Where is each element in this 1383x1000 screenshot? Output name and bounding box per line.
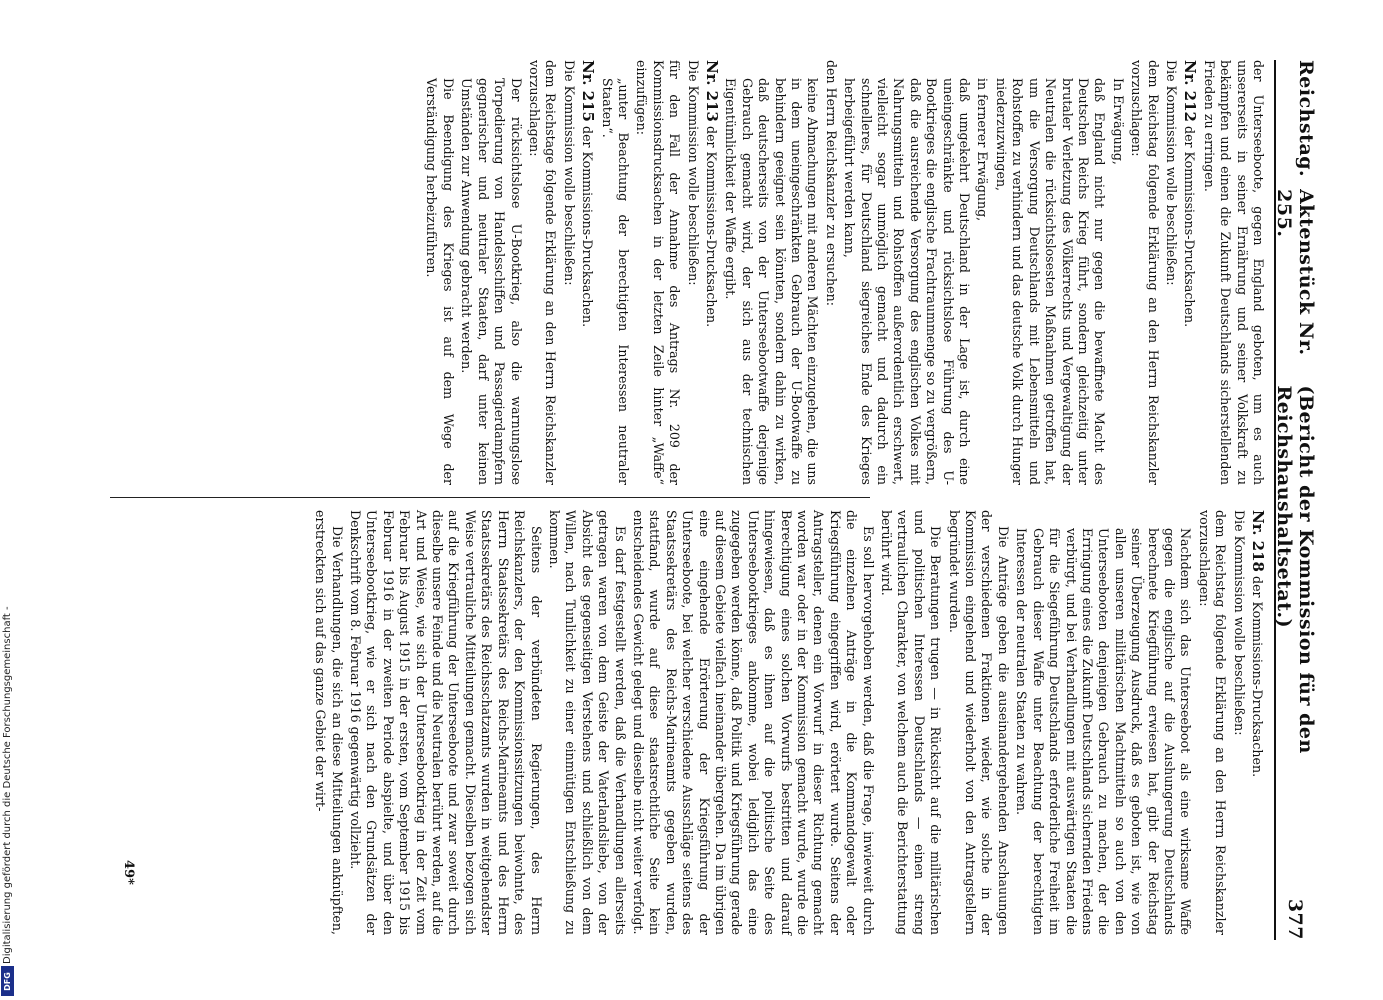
header-rule — [1274, 60, 1276, 940]
paragraph: in fernerer Erwägung, — [975, 78, 991, 222]
paragraph: daß England nicht nur gegen die bewaffnete Macht des Deutschen Reichs Krieg führt, sondern gleichzeitig unter brutaler Verletzung des Völkerrechts und Vergewaltigung der Neutralen die rücksichtslosesten Maßnahmen getroffen hat, um die Versorgung Deutschlands mit Lebensmitteln und Rohstoffen zu verhindern und das deutsche Volk durch Hunger niederzuzwingen, — [993, 78, 1108, 485]
section-number: Nr. 213 — [703, 60, 721, 122]
section-heading-text: der Kommissions-Drucksachen. — [580, 126, 596, 328]
paragraph: In Erwägung, — [1110, 78, 1126, 165]
paragraph: Die Kommission wolle beschließen: — [561, 60, 577, 286]
paragraph: Die Verhandlungen, die sich an diese Mitteilungen anknüpften, erstreckten sich auf das ganze Gebiet der wirt- — [313, 510, 345, 935]
paragraph: daß umgekehrt Deutschland in der Lage ist, durch eine uneingeschränkte und rücksichtslose Führung des U-Bootkrieges die englische Frachtraummenge so zu vergrößern, daß die ausreichende Versorgung des englischen Volkes mit Nahrungsmitteln und Rohstoffen außerordentlich erschwert, vielleicht sogar unmöglich gemacht und dadurch ein schnelleres, für Deutschland siegreiches Ende des Krieges herbeigeführt werden kann, — [842, 78, 973, 485]
header-source: Reichstag. — [1295, 60, 1317, 178]
paragraph: Die Beendigung des Krieges ist auf dem Wege der Verständigung herbeizuführen. — [424, 78, 456, 485]
paragraph: Die Kommission wolle beschließen: — [1163, 60, 1179, 286]
paragraph: den Herrn Reichskanzler zu ersuchen: — [823, 60, 839, 306]
signature-mark: 49* — [121, 860, 136, 885]
paragraph: dem Reichstag folgende Erklärung an den Herrn Reichskanzler vorzuschlagen: — [1129, 60, 1161, 485]
paragraph: Seitens der verbündeten Regierungen, des Herrn Reichskanzlers, der den Kommissionssitzungen beiwohnte, des Herrn Staatssekretärs des Reichs-Marineamts und des Herrn Staatssekretärs des Reichsschatzamts wurden in weitgehendster Weise vertrauliche Mitteilungen gemacht. Dieselben bezogen sich auf die Kriegführung der Unterseeboote und zwar soweit durch dieselbe unsere Feinde und die Neutralen berührt werden, auf die Art und Weise, wie sich der Unterseebootkrieg in der Zeit vom Februar bis August 1915 in der ersten, vom September 1915 bis Februar 1916 in der zweiten Periode abspielte, und über den Unterseebootkrieg, wie er sich nach den Grundsätzen der Denkschrift vom 8. Februar 1916 gegenwärtig vollzieht. — [348, 510, 544, 935]
page-header — [1273, 60, 1317, 940]
page-number: 377 — [1284, 898, 1306, 940]
section-heading — [1249, 510, 1266, 935]
section-heading-text: der Kommissions-Drucksachen. — [1250, 576, 1265, 778]
paragraph: Die Anträge geben die auseinandergehenden Anschauungen der verschiedenen Fraktionen wieder, wie solche in der Kommission eingehend und wiederholt von den Antragstellern begründet wurden. — [946, 510, 1011, 935]
left-column — [126, 60, 1266, 485]
digitization-note — [0, 0, 16, 1000]
paragraph: Die Beratungen trugen — in Rücksicht auf die militärischen und politischen Interessen Deutschlands — einen streng vertraulichen Charakter, von welchem auch die Berichterstattung berührt wird. — [879, 510, 944, 935]
header-title: (Bericht der Kommission für den Reichshaushaltsetat.) — [1273, 385, 1317, 754]
paragraph: der Unterseeboote, gegen England geboten, um es auch unsererseits in seiner Ernährung und seiner Volkskraft zu bekämpfen und einen die Zukunft Deutschlands sicherstellenden Frieden zu erringen. — [1201, 60, 1266, 485]
paragraph: Die Kommission wolle beschließen: — [1231, 510, 1247, 736]
paragraph: dem Reichstage folgende Erklärung an den Herrn Reichskanzler vorzuschlagen: — [526, 60, 559, 485]
paragraph: Es darf festgestellt werden, daß die Verhandlungen allerseits getragen waren von dem Geiste der Vaterlandsliebe, von der Absicht des gegenseitigen Verstehens und schließlich von dem Willen, nach Tunlichkeit zu einer einmütigen Entschließung zu kommen. — [546, 510, 628, 935]
section-number: Nr. 218 — [1249, 510, 1267, 572]
section-number: Nr. 212 — [1181, 60, 1200, 122]
paragraph: keine Abmachungen mit anderen Mächten einzugehen, die uns in dem uneingeschränkten Gebrauch der U-Bootwaffe zu behindern geeignet sein könnten, sondern dahin zu wirken, daß deutscherseits von der Unterseebootwaffe derjenige Gebrauch gemacht wird, der sich aus der technischen Eigentümlichkeit der Waffe ergibt. — [723, 78, 821, 485]
paragraph: „unter Beachtung der berechtigten Interessen neutraler Staaten“. — [599, 78, 631, 485]
section-heading — [703, 60, 720, 485]
paragraph: Die Kommission wolle beschließen: — [685, 60, 701, 286]
header-document: Aktenstück Nr. 255. — [1273, 189, 1317, 356]
document-page — [110, 60, 1317, 940]
paragraph: für den Fall der Annahme des Antrags Nr. 209 der Kommissionsdrucksachen in der letzten Zeile hinter „Waffe“ einzufügen: — [634, 60, 683, 485]
section-heading-text: der Kommissions-Drucksachen. — [1182, 126, 1198, 328]
section-heading-text: der Kommissions-Drucksachen. — [704, 126, 719, 328]
section-heading — [1181, 60, 1198, 485]
dfg-logo-text: DFG — [3, 971, 13, 991]
section-number: Nr. 215 — [579, 60, 598, 122]
funding-note-text: Digitalisierung gefördert durch die Deutsche Forschungsgemeinschaft - — [2, 606, 13, 964]
paragraph: dem Reichstag folgende Erklärung an den Herrn Reichskanzler vorzuschlagen: — [1196, 510, 1229, 935]
column-divider — [110, 497, 870, 498]
section-heading — [579, 60, 596, 485]
paragraph: Es soll hervorgehoben werden, daß die Frage, inwieweit durch die einzelnen Anträge in die Kommandogewalt oder Kriegsführung eingegriffen wird, erörtert wurde. Seitens der Antragsteller, denen ein Vorwurf in dieser Richtung gemacht worden war oder in der Kommission gemacht wurde, wurde die Berechtigung eines solchen Vorwurfs bestritten und darauf hingewiesen, daß es ihnen auf die politische Seite des Unterseebootkrieges ankomme, wobei lediglich das eine zugegeben werden könne, daß Politik und Kriegsführung gerade auf diesem Gebiete vielfach ineinander übergehen. Da im übrigen eine eingehende Erörterung der Kriegsführung der Unterseeboote, bei welcher verschiedene Ausschläge seitens des Staatssekretärs des Reichs-Marineamts gegeben wurden, stattfand, wurde auf diese staatsrechtliche Seite kein entscheidendes Gewicht gelegt und dieselbe nicht weiter verfolgt. — [630, 510, 876, 935]
dfg-logo — [1, 966, 14, 996]
right-column — [126, 510, 1266, 935]
paragraph: Nachdem sich das Unterseeboot als eine wirksame Waffe gegen die englische auf die Aushungerung Deutschlands berechnete Kriegführung erwiesen hat, gibt der Reichstag seiner Überzeugung Ausdruck, daß es geboten ist, wie von allen unseren militärischen Machtmitteln so auch von den Unterseebooten denjenigen Gebrauch zu machen, der die Erringung eines die Zukunft Deutschlands sichernden Friedens verbürgt, und bei Verhandlungen mit auswärtigen Staaten die für die Siegeführung Deutschlands erforderliche Freiheit im Gebrauch dieser Waffe unter Beachtung der berechtigten Interessen der neutralen Staaten zu wahren. — [1014, 528, 1194, 935]
paragraph: Der rücksichtslose U-Bootkrieg, also die warnungslose Torpedierung von Handelsschiffen und Passagierdampfern gegnerischer und neutraler Staaten, darf unter keinen Umständen zur Anwendung gebracht werden. — [459, 78, 524, 485]
